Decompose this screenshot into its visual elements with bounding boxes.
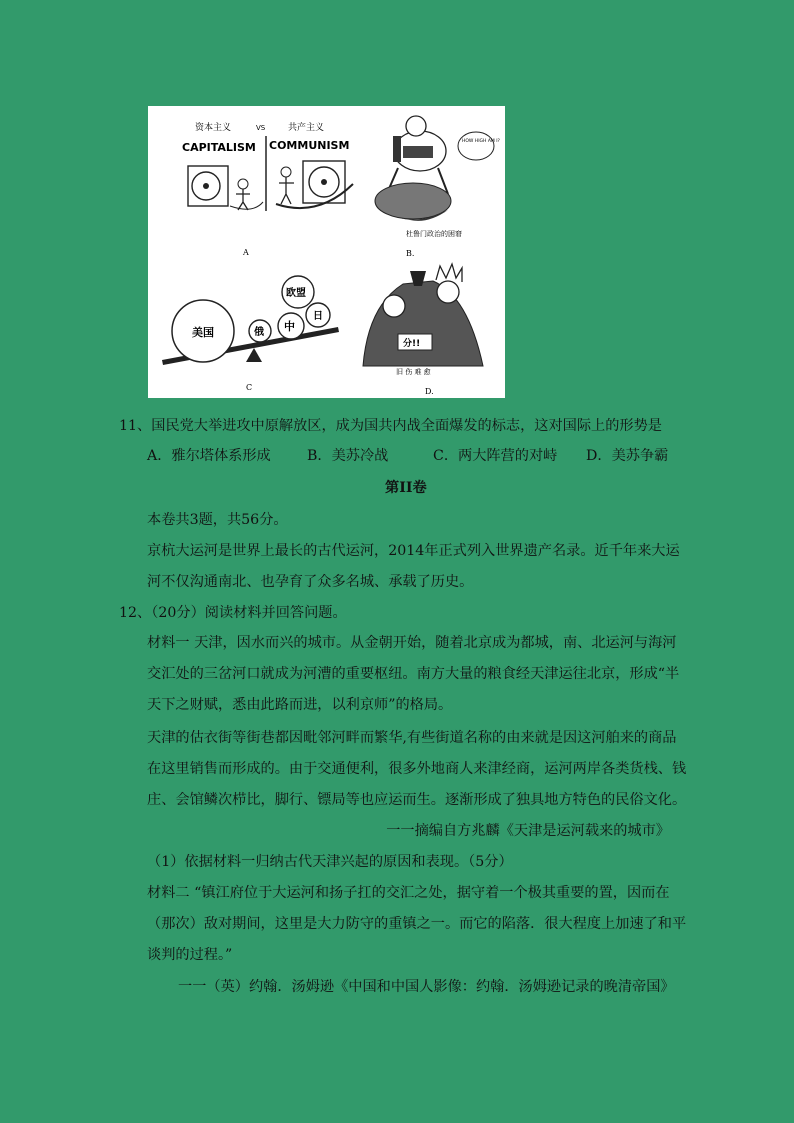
- material-1-line: 天津的估衣街等街巷都因毗邻河畔而繁华,有些街道名称的由来就是因这河舶来的商品: [147, 730, 677, 746]
- material-1-line: 在这里销售而形成的。由于交通便利，很多外地商人来津经商，运河两岸各类货栈、钱: [147, 761, 687, 777]
- panel-c-country-jp: 日: [313, 311, 323, 322]
- panel-a-label: A: [243, 248, 249, 257]
- section-title: 第II卷: [385, 480, 427, 496]
- panel-b-caption: 杜鲁门政治的困窘: [406, 230, 462, 238]
- question-11-option-a: A．雅尔塔体系形成: [147, 448, 271, 464]
- material-1-line: 材料一 天津，因水而兴的城市。从金朝开始，随着北京成为都城，南、北运河与海河: [147, 635, 677, 651]
- panel-c: [162, 276, 339, 392]
- cartoon-figure: [148, 106, 505, 398]
- panel-a-right-cn: 共产主义: [288, 123, 325, 133]
- material-1-line: 庄、会馆鳞次栉比，脚行、镖局等也应运而生。逐渐形成了独具地方特色的民俗文化。: [147, 792, 687, 808]
- panel-d-sign: 分!!: [403, 339, 421, 349]
- material-1-line: 交汇处的三岔河口就成为河漕的重要枢纽。南方大量的粮食经天津运往北京，形成“半: [147, 666, 680, 682]
- sub-question-1: （1）依据材料一归纳古代天津兴起的原因和表现。（5分）: [147, 854, 513, 870]
- panel-c-country-cn: 中: [284, 320, 295, 333]
- panel-a: [182, 121, 353, 257]
- passage-line-2: 河不仅沟通南北、也孕育了众多名城、承载了历史。: [147, 574, 474, 590]
- panel-a-left-en: CAPITALISM: [182, 141, 256, 154]
- panel-b-bubble: HOW HIGH AM I?: [462, 139, 500, 144]
- material-2-line: （那次）敌对期间，这里是大力防守的重镇之一。而它的陷落．很大程度上加速了和平: [147, 916, 687, 932]
- panel-b: [375, 116, 501, 258]
- material-1-line: 天下之财赋，悉由此路而进，以利京师”的格局。: [147, 697, 453, 713]
- passage-line-1: 京杭大运河是世界上最长的古代运河，2014年正式列入世界遗产名录。近千年来大运: [147, 543, 680, 559]
- panel-c-country-ru: 俄: [254, 327, 264, 338]
- question-11-option-b: B．美苏冷战: [307, 448, 389, 464]
- panel-d: [363, 264, 483, 396]
- question-11-option-c: C．两大阵营的对峙: [433, 448, 558, 464]
- material-1-source: 一一摘编自方兆麟《天津是运河载来的城市》: [386, 823, 670, 839]
- question-12-header: 12、（20分）阅读材料并回答问题。: [119, 605, 347, 621]
- panel-c-label: C: [246, 383, 253, 392]
- panel-c-country-us: 美国: [192, 326, 214, 339]
- section-intro: 本卷共3题，共56分。: [147, 512, 288, 528]
- panel-c-country-eu: 欧盟: [286, 288, 306, 299]
- panel-a-right-en: COMMUNISM: [269, 139, 350, 152]
- cartoon-panels: [148, 106, 505, 398]
- panel-d-caption: 旧 伤 难 愈: [396, 368, 431, 376]
- question-11-stem: 11、国民党大举进攻中原解放区，成为国共内战全面爆发的标志，这对国际上的形势是: [119, 418, 662, 434]
- panel-a-left-cn: 资本主义: [195, 123, 232, 133]
- material-2-line: 谈判的过程。”: [147, 947, 233, 963]
- panel-d-label: D.: [425, 387, 434, 396]
- material-2-line: 材料二 “镇江府位于大运河和扬子扛的交汇之处，据守着一个极其重要的置，因而在: [147, 885, 670, 901]
- panel-b-label: B.: [406, 249, 415, 258]
- material-2-source: 一一（英）约翰．汤姆逊《中国和中国人影像：约翰．汤姆逊记录的晚清帝国》: [178, 979, 675, 995]
- panel-a-vs: VS: [256, 124, 266, 132]
- question-11-option-d: D．美苏争霸: [586, 448, 669, 464]
